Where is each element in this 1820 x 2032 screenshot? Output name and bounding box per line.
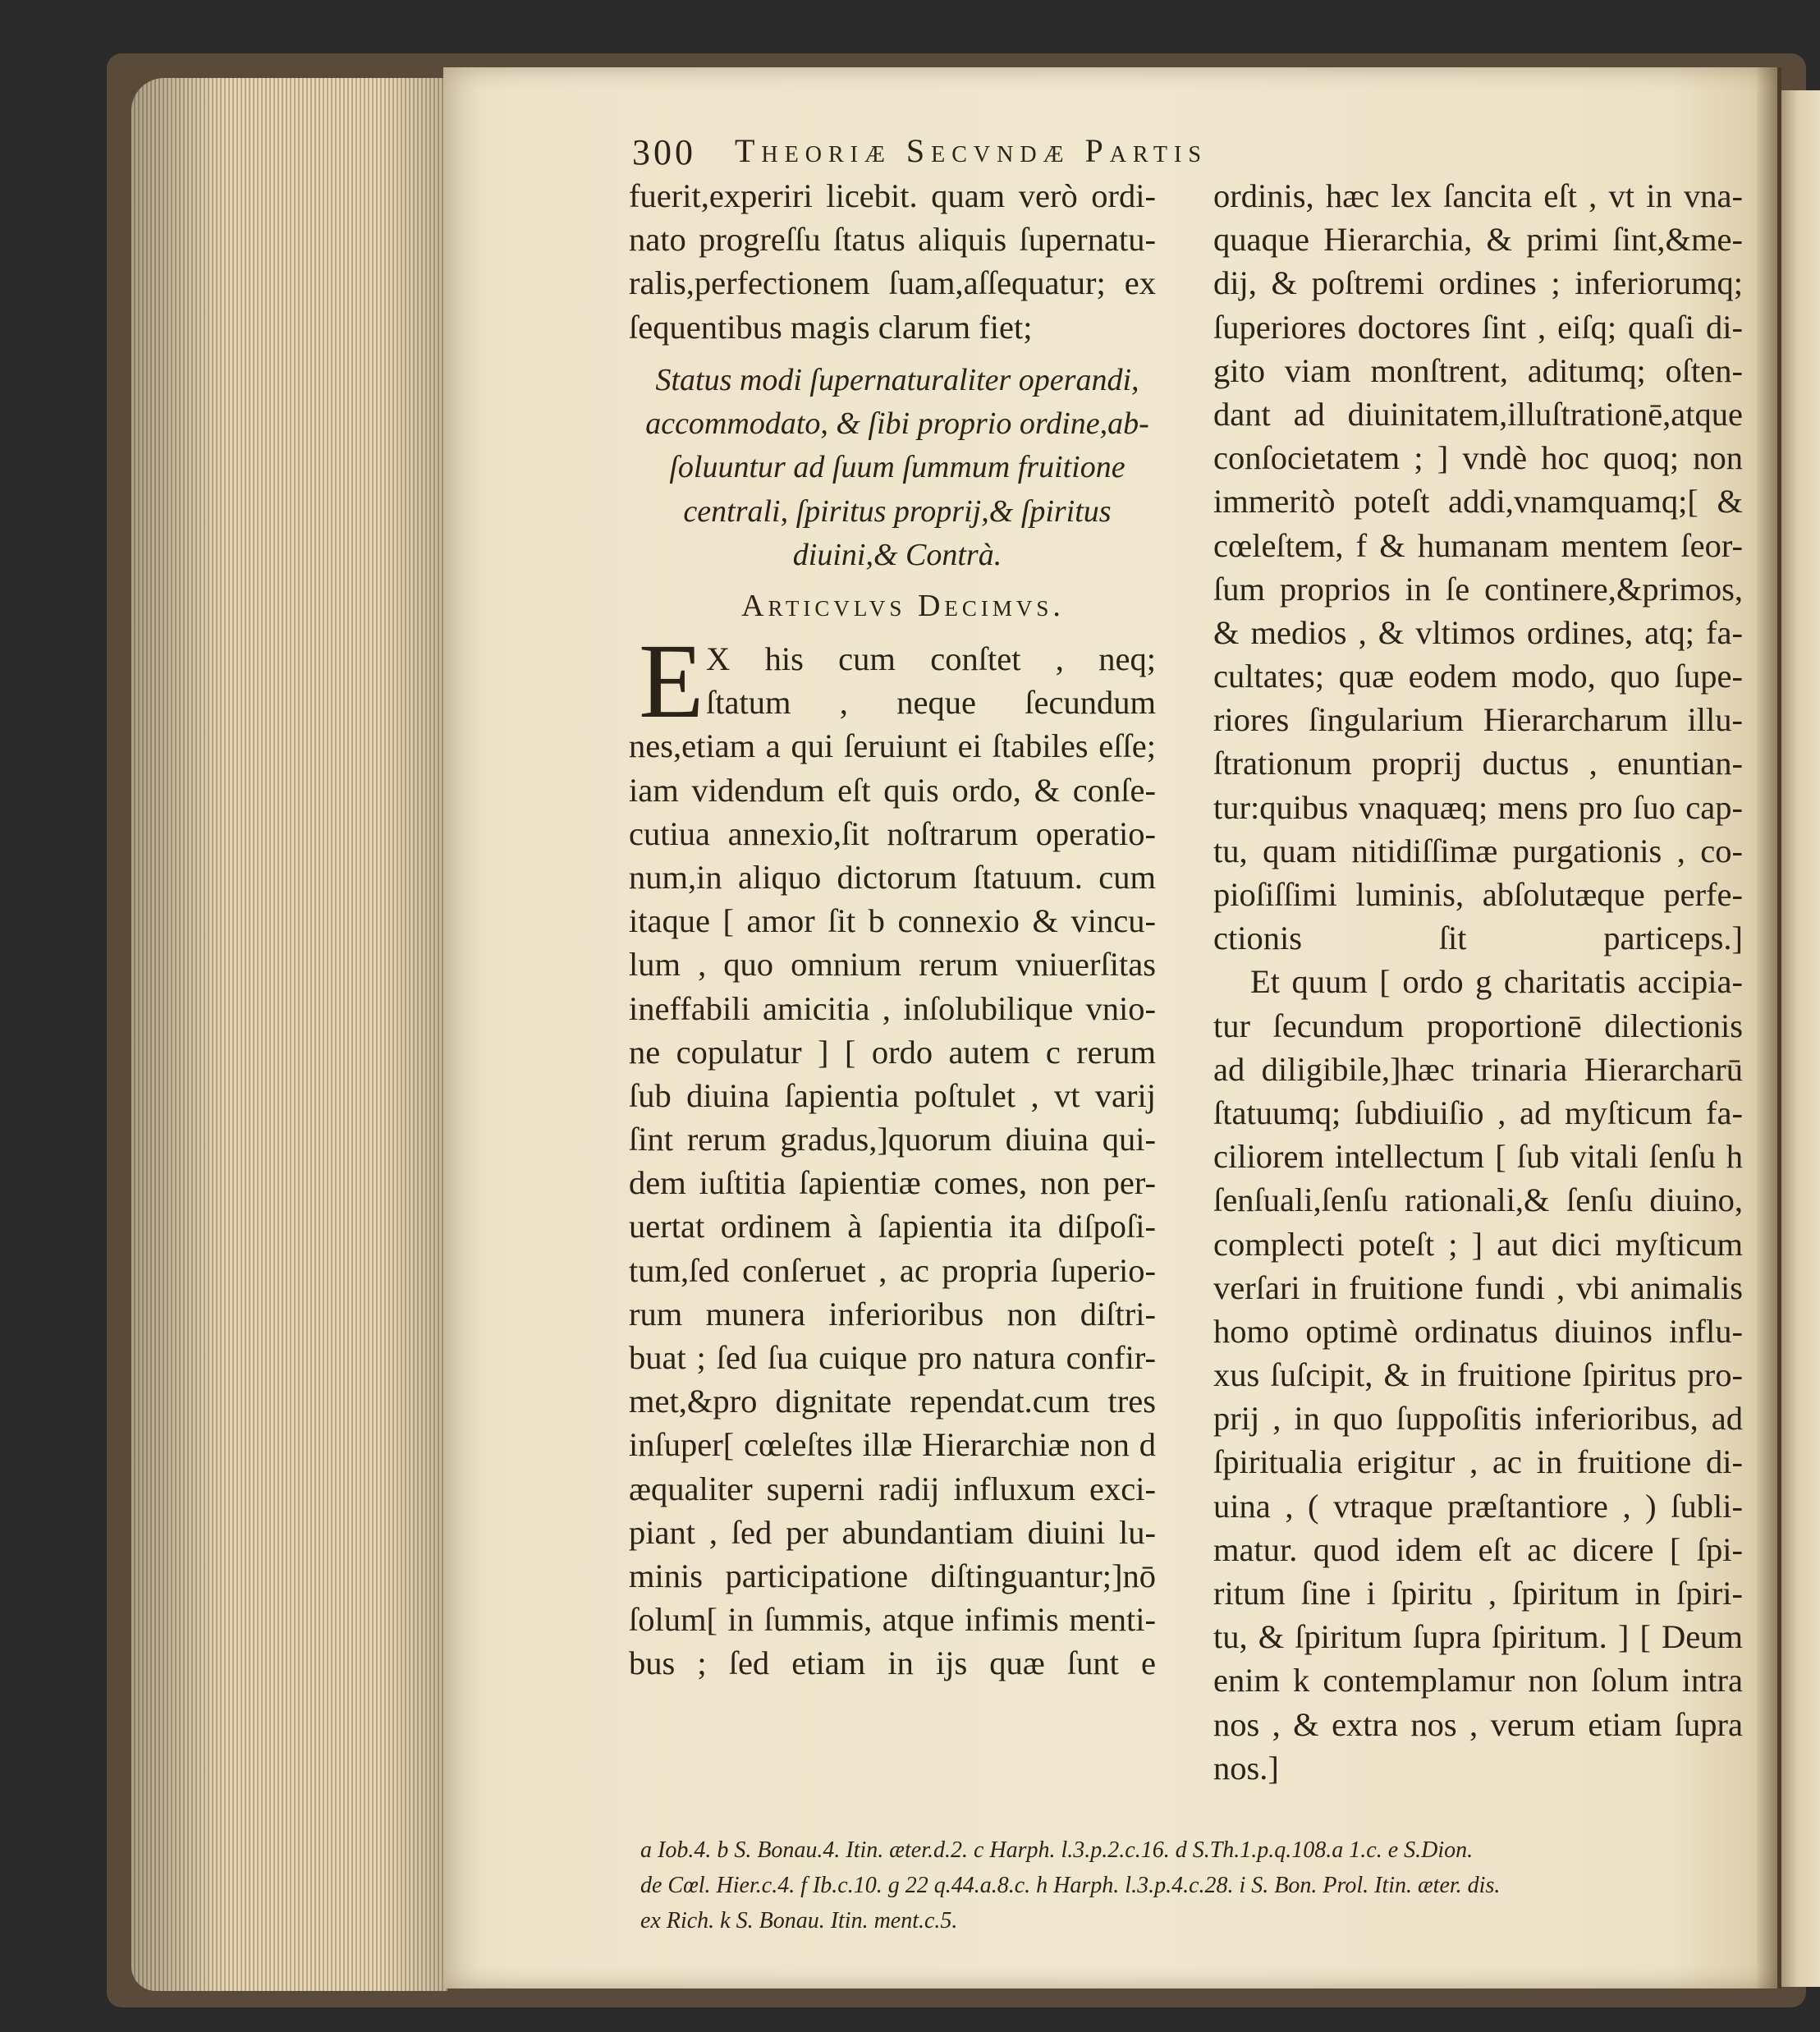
text-line: quaque Hierarchia, & primi ſint,&me- xyxy=(1213,221,1743,259)
text-line: ne copulatur ] [ ordo autem c rerum xyxy=(629,1033,1156,1071)
text-line: iam videndum eſt quis ordo, & conſe- xyxy=(629,771,1156,809)
text-line: pioſiſſimi luminis, abſolutæque perfe- xyxy=(1213,876,1743,913)
text-line: xus ſuſcipit, & in fruitione ſpiritus pro- xyxy=(1213,1356,1743,1394)
text-line: ſenſuali,ſenſu rationali,& ſenſu diuino, xyxy=(1213,1181,1743,1219)
summary-line: accommodato, & ſibi proprio ordine,ab- xyxy=(645,406,1149,442)
text-line: met,&pro dignitate rependat.cum tres xyxy=(629,1383,1156,1420)
text-line: ciliorem intellectum [ ſub vitali ſenſu h xyxy=(1213,1138,1743,1176)
footnote-line: de Cœl. Hier.c.4. f Ib.c.10. g 22 q.44.a.8.c. h Harph. l.3.p.4.c.28. i S. Bon. Prol. Itin. æter. dis. xyxy=(640,1873,1501,1898)
text-line: ritum ſine i ſpiritu , ſpiritum in ſpiri- xyxy=(1213,1575,1743,1612)
text-line: tur:quibus vnaquæq; mens pro ſuo cap- xyxy=(1213,788,1743,826)
text-line: Et quum [ ordo g charitatis accipia- xyxy=(1250,963,1743,1001)
page-number: 300 xyxy=(632,132,696,172)
text-line: inſuper[ cœleſtes illæ Hierarchiæ non d xyxy=(629,1426,1156,1464)
text-line: tur ſecundum proportionē dilectionis xyxy=(1213,1007,1743,1044)
text-line: & medios , & vltimos ordines, atq; fa- xyxy=(1213,613,1743,651)
summary-line: diuini,& Contrà. xyxy=(792,537,1002,572)
article-heading: Articvlvs Decimvs. xyxy=(741,589,1065,623)
text-line: nato progreſſu ſtatus aliquis ſupernatu- xyxy=(629,221,1156,259)
running-head xyxy=(632,131,1527,181)
text-line: lum , quo omnium rerum vniuerſitas xyxy=(629,946,1156,984)
text-line: prij , in quo ſuppoſitis inferioribus, ad xyxy=(1213,1400,1743,1438)
page-block-edge xyxy=(131,78,447,1991)
text-line: ſtrationum proprij ductus , enuntian- xyxy=(1213,745,1743,782)
text-line: tu, & ſpiritum ſupra ſpiritum. ] [ Deum xyxy=(1213,1618,1743,1656)
text-line: ſtatuumq; ſubdiuiſio , ad myſticum fa- xyxy=(1213,1094,1743,1131)
text-line: uertat ordinem à ſapientia ita diſpoſi- xyxy=(629,1208,1156,1245)
text-line: ordinis, hæc lex ſancita eſt , vt in vna- xyxy=(1213,177,1743,214)
summary-line: ſoluuntur ad ſuum ſummum fruitione xyxy=(669,450,1125,485)
text-line: buat ; ſed ſua cuique pro natura confir- xyxy=(629,1339,1156,1376)
text-line: nes,etiam a qui ſeruiunt ei ſtabiles eſſe; xyxy=(629,727,1156,765)
text-line: ad diligibile,]hæc trinaria Hierarcharū xyxy=(1213,1050,1743,1088)
text-line: ſub diuina ſapientia poſtulet , vt varij xyxy=(629,1076,1156,1114)
text-line: dant ad diuinitatem,illuſtrationē,atque xyxy=(1213,395,1743,433)
text-line: conſocietatem ; ] vndè hoc quoq; non xyxy=(1213,439,1743,477)
text-line: nos , & extra nos , verum etiam ſupra xyxy=(1213,1705,1743,1743)
text-line: rum munera inferioribus non diſtri- xyxy=(629,1295,1156,1332)
text-line: ſolum[ in ſummis, atque infimis menti- xyxy=(629,1601,1156,1639)
summary-line: Status modi ſupernaturaliter operandi, xyxy=(655,363,1139,397)
text-line: immeritò poteſt addi,vnamquamq;[ & xyxy=(1213,483,1743,521)
text-line: ſint rerum gradus,]quorum diuina qui- xyxy=(629,1121,1156,1158)
text-line: cutiua annexio,ſit noſtrarum operatio- xyxy=(629,814,1156,852)
drop-cap: E xyxy=(639,622,704,741)
text-line: ſtatum , neque ſecundum xyxy=(706,684,1156,722)
text-line: tu, quam nitidiſſimæ purgationis , co- xyxy=(1213,832,1743,869)
text-line: verſari in fruitione fundi , vbi animalis xyxy=(1213,1268,1743,1306)
right-column-body xyxy=(1213,174,1743,1790)
page-gutter xyxy=(1757,67,1781,1988)
left-column-body xyxy=(629,622,1156,1686)
text-line: ineffabili amicitia , inſolubilique vnio- xyxy=(629,989,1156,1027)
text-line: tum,ſed conſeruet , ac propria ſuperio- xyxy=(629,1251,1156,1289)
text-line: num,in aliquo dictorum ſtatuum. cum xyxy=(629,858,1156,896)
text-line: riores ſingularium Hierarcharum illu- xyxy=(1213,701,1743,739)
text-line: piant , ſed per abundantiam diuini lu- xyxy=(629,1513,1156,1551)
text-line: gito viam monſtrent, aditumq; oſten- xyxy=(1213,351,1743,389)
summary-line: centrali, ſpiritus proprij,& ſpiritus xyxy=(683,493,1112,529)
text-line: bus ; ſed etiam in ijs quæ ſunt e xyxy=(629,1644,1156,1682)
section-summary xyxy=(639,359,1156,577)
text-line: ralis,perfectionem ſuam,aſſequatur; ex xyxy=(629,264,1156,302)
footnotes xyxy=(640,1832,1749,1938)
text-line: ſum proprios in ſe continere,&primos, xyxy=(1213,570,1743,608)
text-line: minis participatione diſtinguantur;]nō xyxy=(629,1557,1156,1594)
text-line: cultates; quæ eodem modo, quo ſupe- xyxy=(1213,658,1743,695)
text-line: X his cum conſtet , neq; xyxy=(706,640,1156,677)
footnote-line: ex Rich. k S. Bonau. Itin. ment.c.5. xyxy=(640,1908,958,1933)
text-line: ſpiritualia erigitur , ac in fruitione di- xyxy=(1213,1443,1743,1481)
text-line: ſequentibus magis clarum fiet; xyxy=(629,308,1033,346)
text-line: cœleſtem, f & humanam mentem ſeor- xyxy=(1213,526,1743,564)
footnote-line: a Iob.4. b S. Bonau.4. Itin. æter.d.2. c Harph. l.3.p.2.c.16. d S.Th.1.p.q.108.a 1.c. e S.Dion. xyxy=(640,1837,1474,1863)
text-line: itaque [ amor ſit b connexio & vincu- xyxy=(629,902,1156,940)
text-line: fuerit,experiri licebit. quam verò ordi- xyxy=(629,177,1156,214)
text-line: æqualiter superni radij influxum exci- xyxy=(629,1470,1156,1507)
text-line: ctionis ſit particeps.] xyxy=(1213,920,1743,957)
text-line: dij, & poſtremi ordines ; inferiorumq; xyxy=(1213,264,1743,302)
text-line: enim k contemplamur non ſolum intra xyxy=(1213,1662,1743,1699)
text-line: dem iuſtitia ſapientiæ comes, non per- xyxy=(629,1164,1156,1202)
text-line: nos.] xyxy=(1213,1749,1279,1787)
text-line: ſuperiores doctores ſint , eiſq; quaſi di- xyxy=(1213,308,1743,346)
facing-page-edge xyxy=(1781,90,1820,1987)
left-column-intro xyxy=(629,174,1156,349)
text-line: matur. quod idem eſt ac dicere [ ſpi- xyxy=(1213,1530,1743,1568)
text-line: homo optimè ordinatus diuinos influ- xyxy=(1213,1312,1743,1350)
text-line: complecti poteſt ; ] aut dici myſticum xyxy=(1213,1225,1743,1263)
text-line: uina , ( vtraque præſtantiore , ) ſubli- xyxy=(1213,1487,1743,1525)
running-title: Theoriæ Secvndæ Partis xyxy=(735,132,1208,169)
